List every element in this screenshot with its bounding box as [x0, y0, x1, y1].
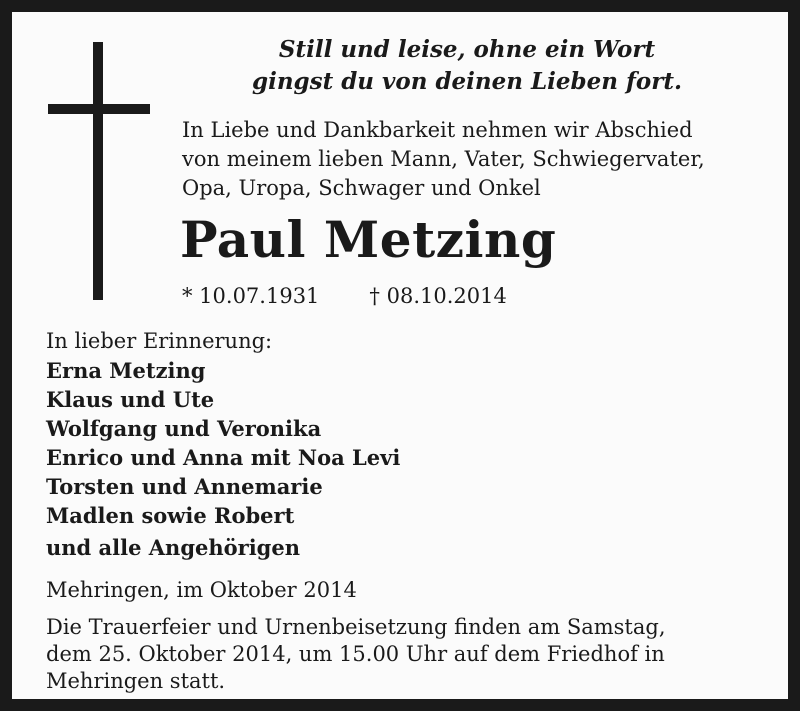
- intro-line: von meinem lieben Mann, Vater, Schwiegervater,: [182, 147, 705, 171]
- funeral-service-info: [46, 614, 786, 695]
- motto-line: gingst du von deinen Lieben fort.: [252, 68, 682, 95]
- service-line: Mehringen statt.: [46, 669, 226, 693]
- mourners-relatives: und alle Angehörigen: [46, 535, 300, 560]
- farewell-intro: [182, 116, 792, 203]
- mourners-list: [46, 327, 400, 562]
- life-dates: [182, 282, 507, 310]
- mourner-name: Enrico und Anna mit Noa Levi: [46, 445, 401, 470]
- memorial-motto: [212, 34, 722, 98]
- death-date: † 08.10.2014: [369, 284, 507, 308]
- mourners-lead: In lieber Erinnerung:: [46, 329, 273, 353]
- cross-vertical-beam: [93, 42, 103, 300]
- motto-line: Still und leise, ohne ein Wort: [278, 36, 656, 63]
- mourner-name: Klaus und Ute: [46, 387, 215, 412]
- intro-line: In Liebe und Dankbarkeit nehmen wir Abschied: [182, 118, 693, 142]
- mourner-name: Erna Metzing: [46, 358, 206, 383]
- mourner-name: Torsten und Annemarie: [46, 474, 323, 499]
- cross-horizontal-beam: [48, 104, 150, 114]
- birth-date: * 10.07.1931: [182, 284, 320, 308]
- service-line: Die Trauerfeier und Urnenbeisetzung finden am Samstag,: [46, 615, 666, 639]
- service-line: dem 25. Oktober 2014, um 15.00 Uhr auf dem Friedhof in: [46, 642, 665, 666]
- intro-line: Opa, Uropa, Schwager und Onkel: [182, 176, 541, 200]
- mourner-name: Madlen sowie Robert: [46, 503, 295, 528]
- deceased-name: Paul Metzing: [180, 210, 557, 269]
- mourner-name: Wolfgang und Veronika: [46, 416, 322, 441]
- place-and-date: Mehringen, im Oktober 2014: [46, 578, 357, 602]
